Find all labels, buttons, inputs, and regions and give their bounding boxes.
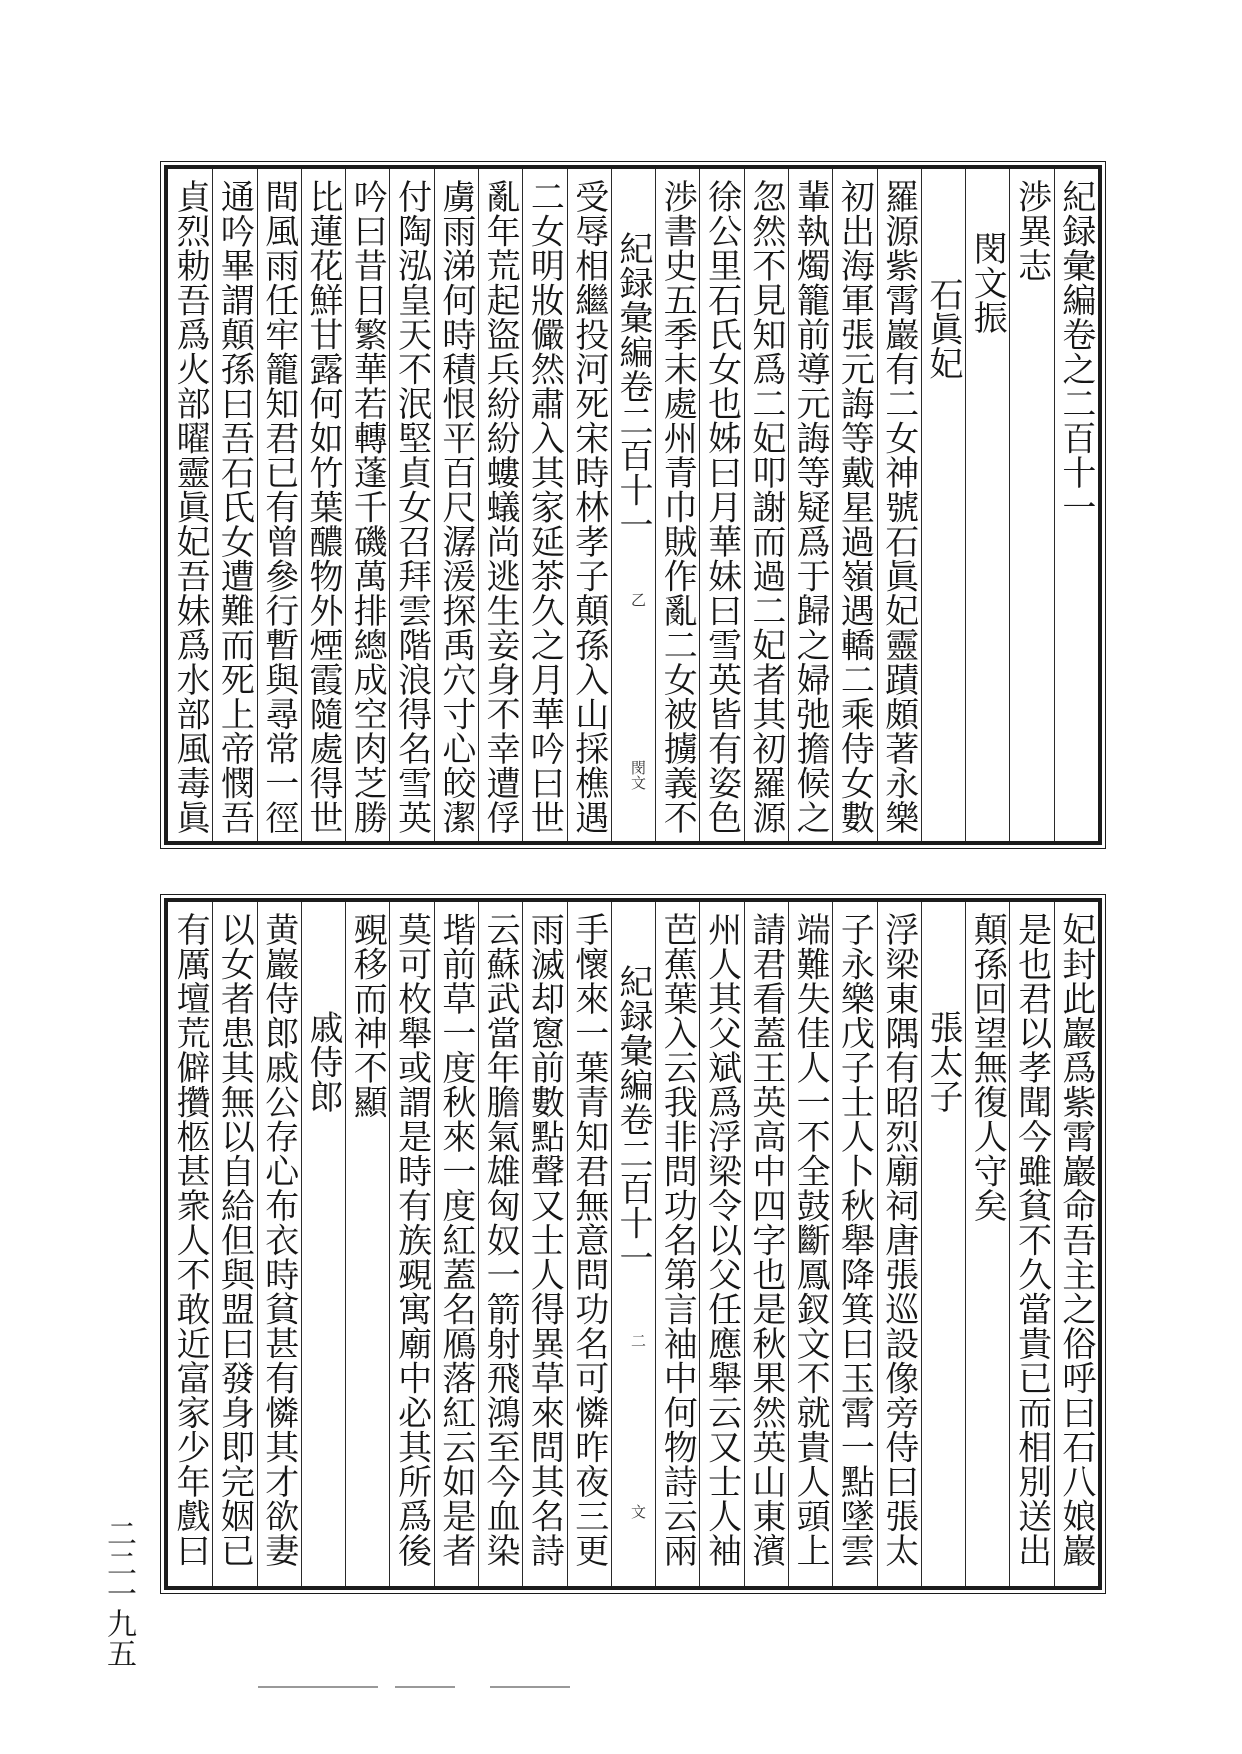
column-divider (522, 902, 523, 1586)
text-column: 通吟畢謂顛孫曰吾石氏女遭難而死上帝憫吾 (214, 179, 255, 835)
upper-text-panel (164, 165, 1102, 845)
fold-number-marker: 二 (629, 1332, 647, 1348)
text-column: 忽然不見知爲二妃叩謝而過二妃者其初羅源 (745, 179, 786, 835)
text-column: 浮梁東隅有昭烈廟祠唐張巡設像旁侍曰張太 (878, 912, 919, 1568)
column-divider (567, 902, 568, 1586)
column-divider (567, 169, 568, 841)
text-column: 妃封此巖爲紫霄巖命吾主之俗呼曰石八娘巖 (1055, 912, 1096, 1568)
column-divider (965, 902, 966, 1586)
column-divider (877, 169, 878, 841)
column-divider (744, 169, 745, 841)
column-divider (434, 169, 435, 841)
column-divider (655, 169, 656, 841)
text-column: 羅源紫霄巖有二女神號石眞妃靈蹟頗著永樂 (878, 179, 919, 835)
text-column: 請君看蓋王英高中四字也是秋果然英山東濱 (745, 912, 786, 1568)
column-divider (212, 169, 213, 841)
column-divider (877, 902, 878, 1586)
column-divider (788, 902, 789, 1586)
column-divider (389, 902, 390, 1586)
text-column: 莫可枚舉或謂是時有族覡寓廟中必其所爲後 (391, 912, 432, 1568)
column-divider (301, 169, 302, 841)
column-divider (699, 169, 700, 841)
text-column: 初出海軍張元誨等戴星過嶺遇轎二乘侍女數 (834, 179, 875, 835)
column-divider (611, 169, 612, 841)
text-column: 間風雨任牢籠知君已有曾參行暫與尋常一徑 (258, 179, 299, 835)
text-column: 紀録彙編卷二百十一 (613, 231, 653, 542)
column-divider (257, 902, 258, 1586)
scan-mark (490, 1686, 570, 1688)
text-column: 石眞妃 (923, 277, 963, 381)
text-column: 以女者患其無以自給但與盟曰發身即完姻已 (214, 912, 255, 1568)
page-number: 二二一九五 (101, 1518, 136, 1668)
text-column: 黄巖侍郎戚公存心布衣時貧甚有憐其才欲妻 (258, 912, 299, 1568)
fold-number-marker: 乙 (629, 592, 647, 608)
text-column: 子永樂戊子士人卜秋舉降箕曰玉霄一點墜雲 (834, 912, 875, 1568)
column-divider (788, 169, 789, 841)
text-column: 覡移而神不顯 (347, 912, 388, 1119)
column-divider (699, 902, 700, 1586)
text-column: 吟曰昔日繁華若轉蓬千磯萬排總成空肉芝勝 (347, 179, 388, 835)
text-column: 閔文振 (967, 231, 1008, 335)
text-column: 徐公里石氏女也姊曰月華妹曰雪英皆有姿色 (701, 179, 742, 835)
text-column: 紀録彙編卷二百十一 (613, 964, 653, 1275)
text-column: 有厲壇荒僻攢柩甚衆人不敢近富家少年戲曰 (170, 912, 211, 1568)
column-divider (832, 902, 833, 1586)
column-divider (522, 169, 523, 841)
column-divider (965, 169, 966, 841)
text-column: 是也君以孝聞今雖貧不久當貴已而相別送出 (1011, 912, 1052, 1568)
text-column: 張太子 (923, 1010, 963, 1114)
scan-mark (258, 1686, 378, 1688)
column-divider (212, 902, 213, 1586)
text-column: 貞烈勅吾爲火部曜靈眞妃吾妹爲水部風毒眞 (170, 179, 211, 835)
text-column: 云蘇武當年膽氣雄匈奴一箭射飛鴻至今血染 (480, 912, 521, 1568)
column-divider (832, 169, 833, 841)
column-divider (921, 902, 922, 1586)
column-divider (257, 169, 258, 841)
column-divider (744, 902, 745, 1586)
column-divider (345, 169, 346, 841)
column-divider (345, 902, 346, 1586)
section-marker: 閔文 (629, 760, 647, 791)
text-column: 端難失佳人一不全鼓斷鳳釵文不就貴人頭上 (790, 912, 831, 1568)
text-column: 顛孫回望無復人守矣 (967, 912, 1008, 1223)
text-column: 雨滅却窻前數點聲又士人得異草來問其名詩 (524, 912, 565, 1568)
column-divider (1054, 169, 1055, 841)
text-column: 二女明妝儼然肅入其家延茶久之月華吟曰世 (524, 179, 565, 835)
text-column: 州人其父斌爲浮梁令以父任應舉云又士人袖 (701, 912, 742, 1568)
column-divider (1054, 902, 1055, 1586)
text-column: 比蓮花鮮甘露何如竹葉醲物外煙霞隨處得世 (303, 179, 343, 835)
text-column: 渉書史五季末處州青巾賊作亂二女被擄義不 (657, 179, 698, 835)
text-column: 渉異志 (1011, 179, 1052, 283)
column-divider (921, 169, 922, 841)
text-column: 付陶泓皇天不泯堅貞女召拜雲階浪得名雪英 (391, 179, 432, 835)
column-divider (389, 169, 390, 841)
text-column: 芭蕉葉入云我非問功名第言袖中何物詩云兩 (657, 912, 698, 1568)
column-divider (611, 902, 612, 1586)
text-column: 手懷來一葉青知君無意問功名可憐昨夜三更 (568, 912, 609, 1568)
text-column: 堦前草一度秋來一度紅蓋名鴈落紅云如是者 (435, 912, 476, 1568)
text-column: 戚侍郎 (303, 1010, 343, 1114)
text-column: 輩執燭籠前導元誨等疑爲于歸之婦弛擔候之 (790, 179, 831, 835)
column-divider (478, 902, 479, 1586)
column-divider (1009, 169, 1010, 841)
text-column: 亂年荒起盜兵紛紛螻蟻尚逃生妾身不幸遭俘 (480, 179, 521, 835)
column-divider (434, 902, 435, 1586)
scan-mark (395, 1686, 455, 1688)
lower-text-panel (164, 898, 1102, 1590)
text-column: 紀録彙編卷之二百十一 (1055, 179, 1096, 524)
section-marker: 文 (629, 1503, 647, 1519)
text-column: 受辱相繼投河死宋時林孝子顛孫入山採樵遇 (568, 179, 609, 835)
column-divider (1009, 902, 1010, 1586)
column-divider (301, 902, 302, 1586)
column-divider (478, 169, 479, 841)
text-column: 虜雨涕何時積恨平百尺潺湲探禹穴寸心皎潔 (435, 179, 476, 835)
column-divider (655, 902, 656, 1586)
